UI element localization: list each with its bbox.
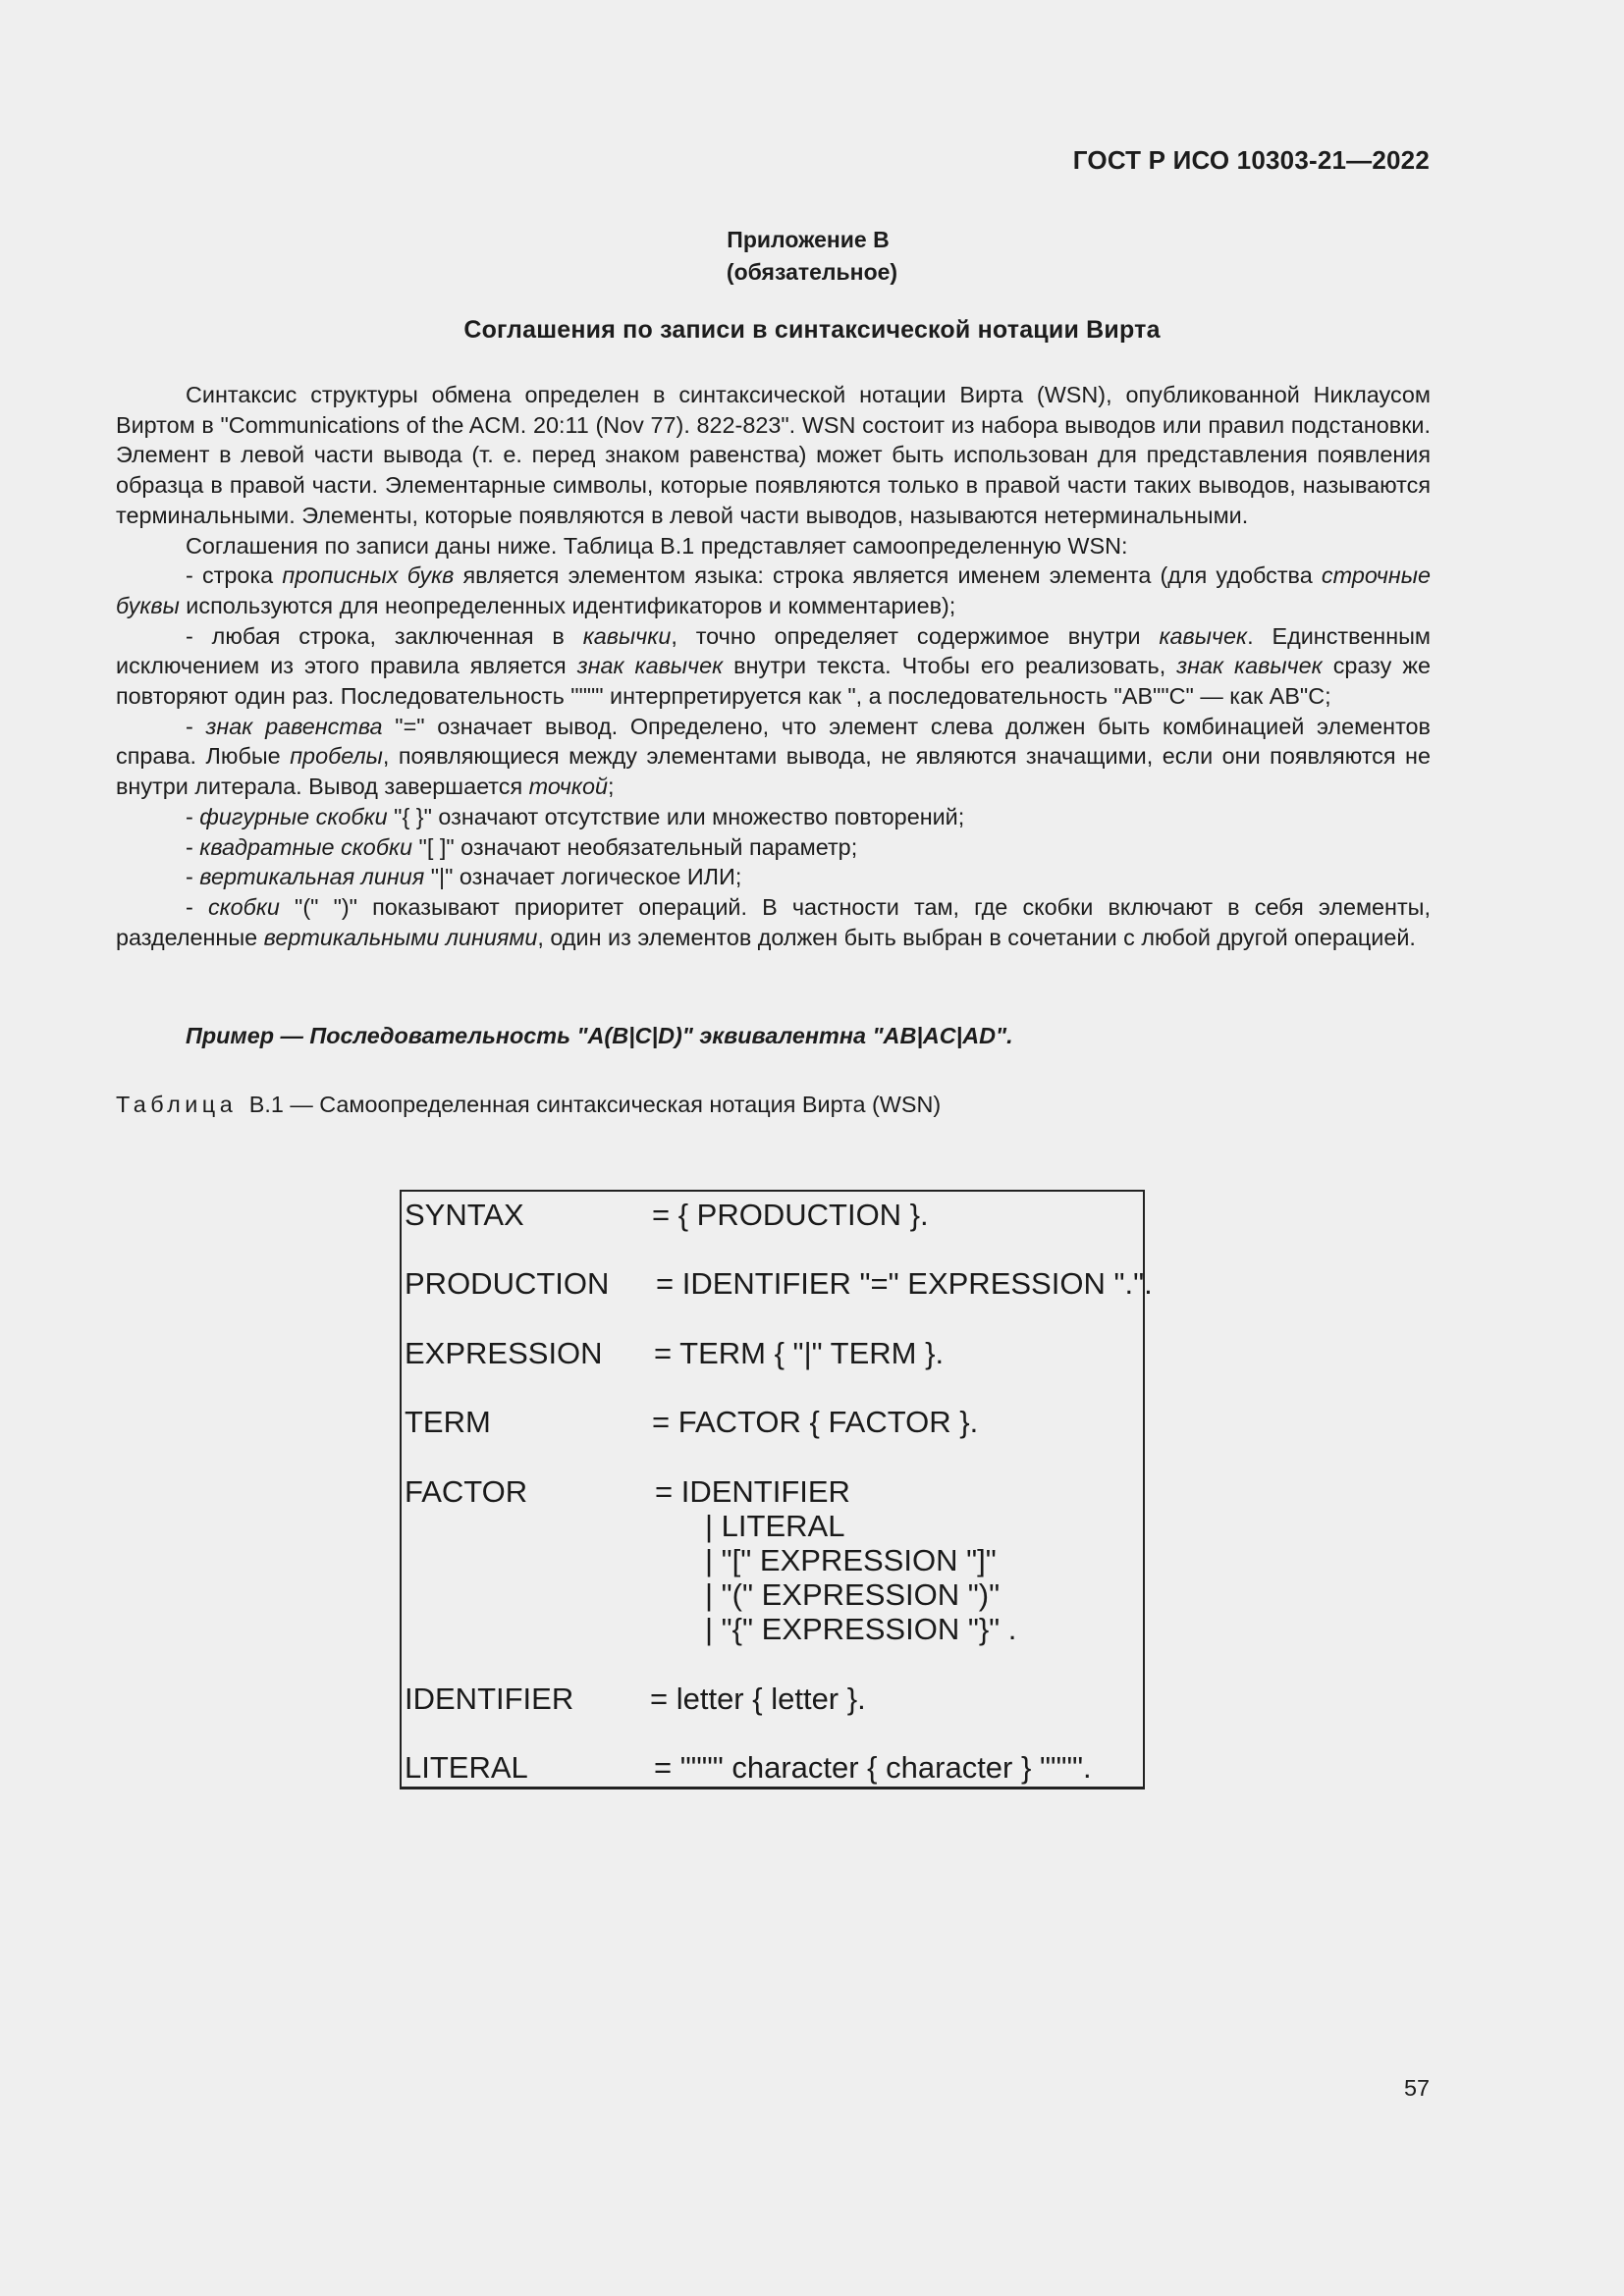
table-caption-text: В.1 — Самоопределенная синтаксическая нотация Вирта (WSN) — [248, 1092, 942, 1117]
factor-alternative: | LITERAL — [705, 1509, 845, 1543]
document-id: ГОСТ Р ИСО 10303-21—2022 — [1072, 145, 1430, 175]
production-name: PRODUCTION — [405, 1266, 610, 1301]
section-title: Соглашения по записи в синтаксической нотации Вирта — [463, 316, 1161, 344]
example-note: Пример — Последовательность "A(B|C|D)" эквивалентна "AB|AC|AD". — [186, 1023, 1013, 1048]
production-name: TERM — [405, 1405, 491, 1439]
appendix-heading — [0, 224, 1624, 289]
list-item-quotes: - любая строка, заключенная в кавычки, точно определяет содержимое внутри кавычек. Единственным исключением из этого правила является знак кавычек внутри текста. Чтобы его реализовать, знак кавычек сразу же повторяют один раз. Последовательность """" интерпретируется как ", а последовательность "АВ""С" — как АВ"С; — [116, 622, 1432, 710]
page-number: 57 — [1403, 2075, 1430, 2101]
production-rhs: = """" character { character } """". — [654, 1750, 1092, 1785]
wsn-table — [400, 1190, 1153, 1789]
table-caption-label: Таблица — [116, 1092, 238, 1117]
production-rhs: = IDENTIFIER "=" EXPRESSION ".". — [656, 1266, 1153, 1301]
production-rhs: = { PRODUCTION }. — [652, 1198, 929, 1232]
list-item-parentheses: - скобки "(" ")" показывают приоритет операций. В частности там, где скобки включают в себя элементы, разделенные вертикальными линиями, один из элементов должен быть выбран в сочетании с любой другой операцией. — [116, 893, 1431, 950]
factor-alternative: | "{" EXPRESSION "}" . — [705, 1612, 1017, 1646]
paragraph-intro: Синтаксис структуры обмена определен в синтаксической нотации Вирта (WSN), опубликованной Никлаусом Виртом в "Communications of the ACM. 20:11 (Nov 77). 822-823". WSN состоит из набора выводов или правил подстановки. Элемент в левой части вывода (т. е. перед знаком равенства) может быть использован для представления появления образца в правой части. Элементарные символы, которые появляются только в правой части таких выводов, называются терминальными. Элементы, которые появляются в левой части выводов, называются нетерминальными. — [116, 382, 1431, 528]
production-name: SYNTAX — [405, 1198, 524, 1232]
list-item-braces: - фигурные скобки "{ }" означают отсутствие или множество повторений; — [186, 803, 965, 829]
list-item-uppercase: - строка прописных букв является элементом языка: строка является именем элемента (для удобства строчные буквы используются для неопределенных идентификаторов и комментариев); — [116, 562, 1431, 618]
production-name: IDENTIFIER — [405, 1682, 574, 1716]
production-name: EXPRESSION — [405, 1336, 603, 1370]
production-name: FACTOR — [405, 1474, 528, 1509]
factor-alternative: | "[" EXPRESSION "]" — [705, 1543, 997, 1577]
factor-alternative: | "(" EXPRESSION ")" — [705, 1577, 1001, 1612]
table-caption — [116, 1092, 941, 1118]
production-rhs: = letter { letter }. — [650, 1682, 866, 1716]
list-item-equals: - знак равенства "=" означает вывод. Определено, что элемент слева должен быть комбинацией элементов справа. Любые пробелы, появляющиеся между элементами вывода, не являются значащими, если они появляются не внутри литерала. Вывод завершается точкой; — [116, 713, 1431, 800]
appendix-title: Приложение В — [727, 227, 890, 252]
appendix-status: (обязательное) — [726, 259, 898, 285]
production-rhs: = FACTOR { FACTOR }. — [652, 1405, 979, 1439]
production-rhs: = TERM { "|" TERM }. — [654, 1336, 945, 1370]
body-text — [116, 380, 1431, 952]
paragraph-conventions: Соглашения по записи даны ниже. Таблица В.1 представляет самоопределенную WSN: — [186, 532, 1128, 559]
production-name: LITERAL — [405, 1750, 528, 1785]
list-item-vertical-bar: - вертикальная линия "|" означает логическое ИЛИ; — [186, 864, 742, 890]
list-item-brackets: - квадратные скобки "[ ]" означают необязательный параметр; — [186, 833, 858, 860]
production-rhs: = IDENTIFIER — [655, 1474, 850, 1509]
